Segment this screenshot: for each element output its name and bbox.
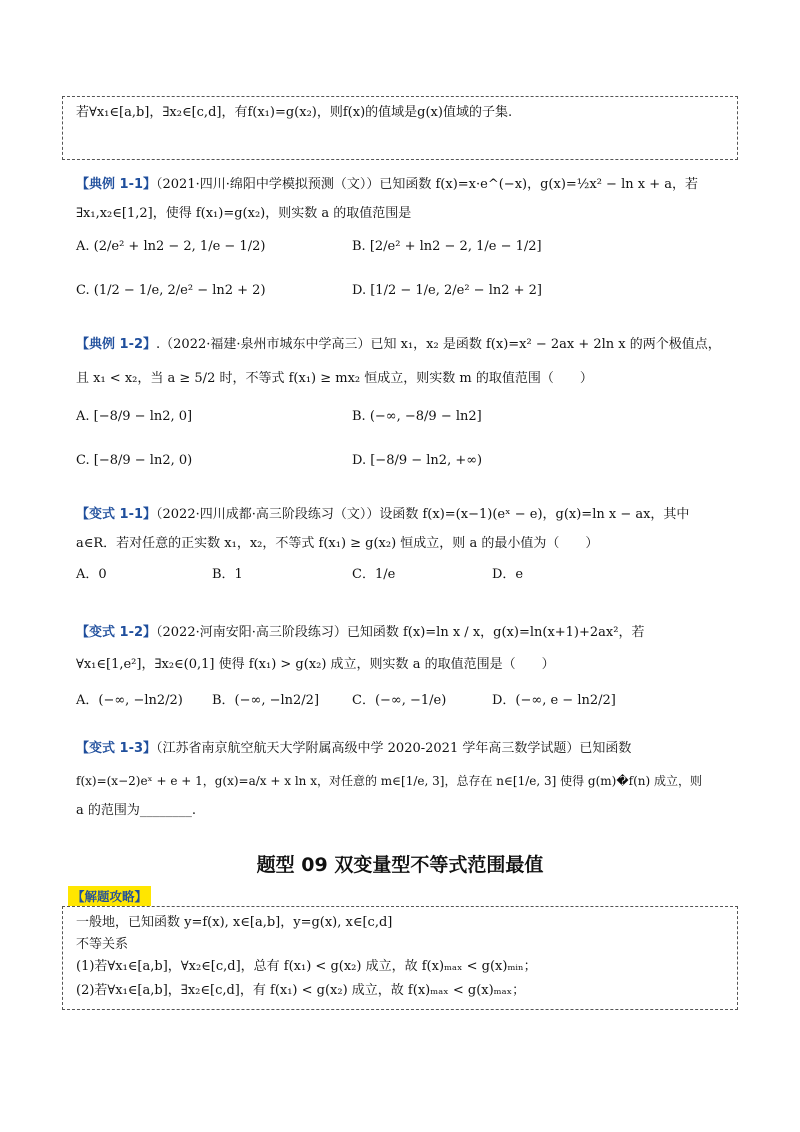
variant-1-1-line-2: a∈R．若对任意的正实数 x₁，x₂，不等式 f(x₁) ≥ g(x₂) 恒成立，则 a 的最小值为（ ）	[76, 536, 599, 551]
variant-1-1-tag: 【变式 1-1】	[76, 507, 157, 522]
variant-1-3-line-1	[76, 740, 631, 758]
strategy-label: 【解题攻略】	[68, 886, 151, 906]
problem-1-1-option-c[interactable]: C. (1/2 − 1/e, 2/e² − ln2 + 2)	[76, 283, 266, 298]
variant-1-2-line-2: ∀x₁∈[1,e²]，∃x₂∈(0,1] 使得 f(x₁) > g(x₂) 成立，则实数 a 的取值范围是（ ）	[76, 657, 555, 672]
problem-1-1-line-2: ∃x₁,x₂∈[1,2]，使得 f(x₁)=g(x₂)，则实数 a 的取值范围是	[76, 206, 412, 221]
variant-1-3-tag: 【变式 1-3】	[76, 741, 157, 756]
problem-1-1-line-1	[76, 176, 698, 194]
variant-1-1-text-1: （2022·四川成都·高三阶段练习（文））设函数 f(x)=(x−1)(eˣ − e)，g(x)=ln x − ax，其中	[156, 507, 690, 522]
strategy-line-4: (2)若∀x₁∈[a,b]，∃x₂∈[c,d]，有 f(x₁) < g(x₂) 成立，故 f(x)ₘₐₓ < g(x)ₘₐₓ；	[76, 983, 526, 998]
strategy-line-2: 不等关系	[76, 937, 129, 952]
variant-1-2-option-b[interactable]: B．(−∞, −ln2/2]	[212, 693, 320, 708]
problem-1-1-option-b[interactable]: B. [2/e² + ln2 − 2, 1/e − 1/2]	[352, 239, 542, 254]
variant-1-2-tag: 【变式 1-2】	[76, 625, 157, 640]
problem-1-1-option-d[interactable]: D. [1/2 − 1/e, 2/e² − ln2 + 2]	[352, 283, 542, 298]
variant-1-2-line-1	[76, 624, 644, 642]
variant-1-1-option-c[interactable]: C．1/e	[352, 567, 396, 582]
problem-1-2-text-1: .（2022·福建·泉州市城东中学高三）已知 x₁，x₂ 是函数 f(x)=x² − 2ax + 2ln x 的两个极值点，	[156, 337, 721, 352]
problem-1-2-option-d[interactable]: D. [−8/9 − ln2, +∞)	[352, 453, 483, 468]
variant-1-3-line-2: f(x)=(x−2)eˣ + e + 1，g(x)=a/x + x ln x，对任意的 m∈[1/e, 3]，总存在 n∈[1/e, 3] 使得 g(m)�f(n) 成立，则	[76, 774, 703, 788]
variant-1-3-text-1: （江苏省南京航空航天大学附属高级中学 2020-2021 学年高三数学试题）已知函数	[156, 741, 632, 756]
variant-1-2-option-a[interactable]: A．(−∞, −ln2/2)	[76, 693, 183, 708]
variant-1-2-option-d[interactable]: D．(−∞, e − ln2/2]	[492, 693, 616, 708]
strategy-line-1: 一般地，已知函数 y=f(x), x∈[a,b]，y=g(x), x∈[c,d]	[76, 915, 393, 930]
variant-1-1-option-b[interactable]: B．1	[212, 567, 243, 582]
problem-1-2-line-2: 且 x₁ < x₂，当 a ≥ 5/2 时，不等式 f(x₁) ≥ mx₂ 恒成立，则实数 m 的取值范围（ ）	[76, 371, 593, 386]
problem-1-2-option-c[interactable]: C. [−8/9 − ln2, 0)	[76, 453, 193, 468]
variant-1-2-text-1: （2022·河南安阳·高三阶段练习）已知函数 f(x)=ln x / x，g(x)=ln(x+1)+2ax²，若	[156, 625, 645, 640]
variant-1-1-line-1	[76, 506, 689, 524]
problem-1-2-tag: 【典例 1-2】	[76, 337, 157, 352]
section-title: 题型 09 双变量型不等式范围最值	[256, 854, 544, 876]
strategy-line-3: (1)若∀x₁∈[a,b]，∀x₂∈[c,d]，总有 f(x₁) < g(x₂) 成立，故 f(x)ₘₐₓ < g(x)ₘᵢₙ；	[76, 959, 537, 974]
problem-1-1-option-a[interactable]: A. (2/e² + ln2 − 2, 1/e − 1/2)	[76, 239, 266, 254]
problem-1-2-option-b[interactable]: B. (−∞, −8/9 − ln2]	[352, 409, 482, 424]
variant-1-3-line-3: a 的范围为________.	[76, 803, 197, 818]
problem-1-2-option-a[interactable]: A. [−8/9 − ln2, 0]	[76, 409, 193, 424]
variant-1-1-option-a[interactable]: A．0	[76, 567, 107, 582]
problem-1-2-line-1	[76, 336, 721, 354]
top-summary-text: 若∀x₁∈[a,b]，∃x₂∈[c,d]，有f(x₁)=g(x₂)，则f(x)的值域是g(x)值域的子集.	[76, 105, 513, 120]
variant-1-1-option-d[interactable]: D．e	[492, 567, 524, 582]
problem-1-1-text-1: （2021·四川·绵阳中学模拟预测（文））已知函数 f(x)=x·e^(−x)，g(x)=½x² − ln x + a，若	[156, 177, 698, 192]
variant-1-2-option-c[interactable]: C．(−∞, −1/e)	[352, 693, 447, 708]
problem-1-1-tag: 【典例 1-1】	[76, 177, 157, 192]
